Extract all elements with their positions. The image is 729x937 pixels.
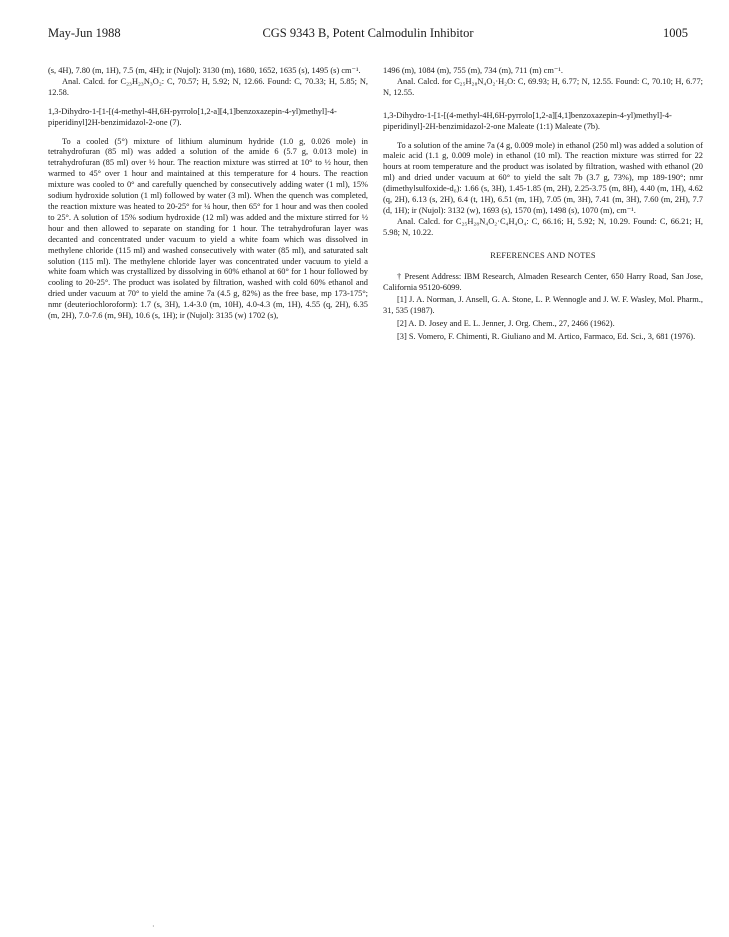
left-column	[48, 66, 368, 322]
running-header	[48, 26, 688, 44]
references-heading: REFERENCES AND NOTES	[490, 250, 596, 260]
running-title: CGS 9343 B, Potent Calmodulin Inhibitor	[262, 26, 474, 40]
spectral-data-continued: (s, 4H), 7.80 (m, 1H), 7.5 (m, 4H); ir (Nujol): 3130 (m), 1680, 1652, 1635 (s), 1495 (s) cm⁻¹.	[48, 66, 361, 75]
spectral-data-continued-right: 1496 (m), 1084 (m), 755 (m), 734 (m), 711 (m) cm⁻¹.	[383, 66, 563, 75]
page-number: 1005	[663, 26, 688, 40]
compound-title-7b: 1,3-Dihydro-1-[1-[(4-methyl-4H,6H-pyrrolo[1,2-a][4,1]benzoxazepin-4-yl)methyl]-4-piperidinyl]-2H-benzimidazol-2-one Maleate (1:1) Maleate (7b).	[383, 110, 672, 131]
reference-item: [3] S. Vomero, F. Chimenti, R. Giuliano and M. Artico, Farmaco, Ed. Sci., 3, 681 (1976).	[397, 332, 696, 342]
procedure-paragraph: To a cooled (5°) mixture of lithium aluminum hydride (1.0 g, 0.026 mole) in tetrahydrofuran (85 ml) was added a solution of the amide 6 (5.7 g, 0.013 mole) in tetrahydrofuran (85 ml) over ½ hour. The reaction mixture was stirred at 10° to ½ hour, then warmed to 45° over 1 hour and maintained at this temperature for 4 hours. The reaction mixture was cooled to 0° and carefully quenched by consecutively adding water (1 ml), 15% sodium hydroxide solution (1 ml) followed by water (3 ml). When the quench was completed, the reaction mixture was heated to 20-25° for ¼ hour, then 65° for 1 hour and was then cooled to 25°. A solution of 15% sodium hydroxide (12 ml) was added and the mixture stirred for ½ hour and then allowed to separate on standing for 1 hour. The tetrahydrofuran layer was decanted and concentrated under vacuum to yield a white foam which was dissolved in methylene chloride (115 ml) and washed consecutively with water (85 ml), and saturated salt solution (115 ml). The methylene chloride layer was concentrated under vacuum to yield a white foam which was crystallized by dissolving in 60% ethanol at 60° for 1 hour followed by cooling to 20-25°. The product was isolated by filtration, washed with cold 60% ethanol and dried under vacuum at 70° to yield the amine 7a (4.5 g, 82%) as the free base, mp 173-175°; nmr (deuteriochloroform): 1.7 (s, 3H), 1.4-3.0 (m, 10H), 4.0-4.3 (m, 1H), 4.55 (q, 2H), 6.35 (m, 2H), 7.0-7.6 (m, 9H), 10.6 (s, 1H); ir (Nujol): 3135 (w) 1702 (s),	[48, 136, 368, 321]
elemental-analysis: Anal. Calcd. for C₂₃H₂₃N₃O₂: C, 70.57; H, 5.92; N, 12.66. Found: C, 70.33; H, 5.85; N, 12.58.	[48, 76, 368, 97]
reference-item: † Present Address: IBM Research, Almaden Research Center, 650 Harry Road, San Jose, California 95120-6099.	[383, 271, 703, 292]
procedure-paragraph-7b: To a solution of the amine 7a (4 g, 0.009 mole) in ethanol (250 ml) was added a solution of maleic acid (1.1 g, 0.009 mole) in ethanol (10 ml). The reaction mixture was stirred for 22 hours at room temperature and the product was isolated by filtration, washed with ethanol (20 ml) and dried under vacuum at 60° to yield the salt 7b (3.7 g, 73%), mp 189-190°; nmr (dimethylsulfoxide-d₆): 1.66 (s, 3H), 1.45-1.85 (m, 2H), 2.25-3.75 (m, 8H), 4.40 (m, 1H), 4.62 (q, 2H), 6.13 (s, 2H), 6.4 (t, 1H), 6.51 (m, 1H), 7.05 (m, 3H), 7.41 (m, 3H), 7.60 (m, 2H), 7.7 (d, 1H); ir (Nujol): 3132 (w), 1693 (s), 1570 (m), 1498 (s), 1070 (m), cm⁻¹.	[383, 140, 703, 215]
compound-title-7: 1,3-Dihydro-1-[1-[(4-methyl-4H,6H-pyrrolo[1,2-a][4,1]benzoxazepin-4-yl)methyl]-4-piperidinyl]2H-benzimidazol-2-one (7).	[48, 106, 337, 127]
reference-item: [1] J. A. Norman, J. Ansell, G. A. Stone, L. P. Wennogle and J. W. F. Wasley, Mol. Pharm., 31, 535 (1987).	[383, 295, 703, 316]
journal-date: May-Jun 1988	[48, 26, 121, 40]
elemental-analysis-7a: Anal. Calcd. for C₂₅H₂₈N₄O₂·H₂O: C, 69.93; H, 6.77; N, 12.55. Found: C, 70.10; H, 6.77; N, 12.55.	[383, 76, 703, 97]
reference-item: [2] A. D. Josey and E. L. Jenner, J. Org. Chem., 27, 2466 (1962).	[397, 319, 615, 329]
right-column	[383, 66, 703, 345]
elemental-analysis-7b: Anal. Calcd. for C₂₅H₂₈N₄O₂·C₄H₄O₄: C, 66.16; H, 5.92; N, 10.29. Found: C, 66.21; H, 5.98; N, 10.22.	[383, 216, 703, 237]
scan-speck: ·	[152, 922, 155, 931]
